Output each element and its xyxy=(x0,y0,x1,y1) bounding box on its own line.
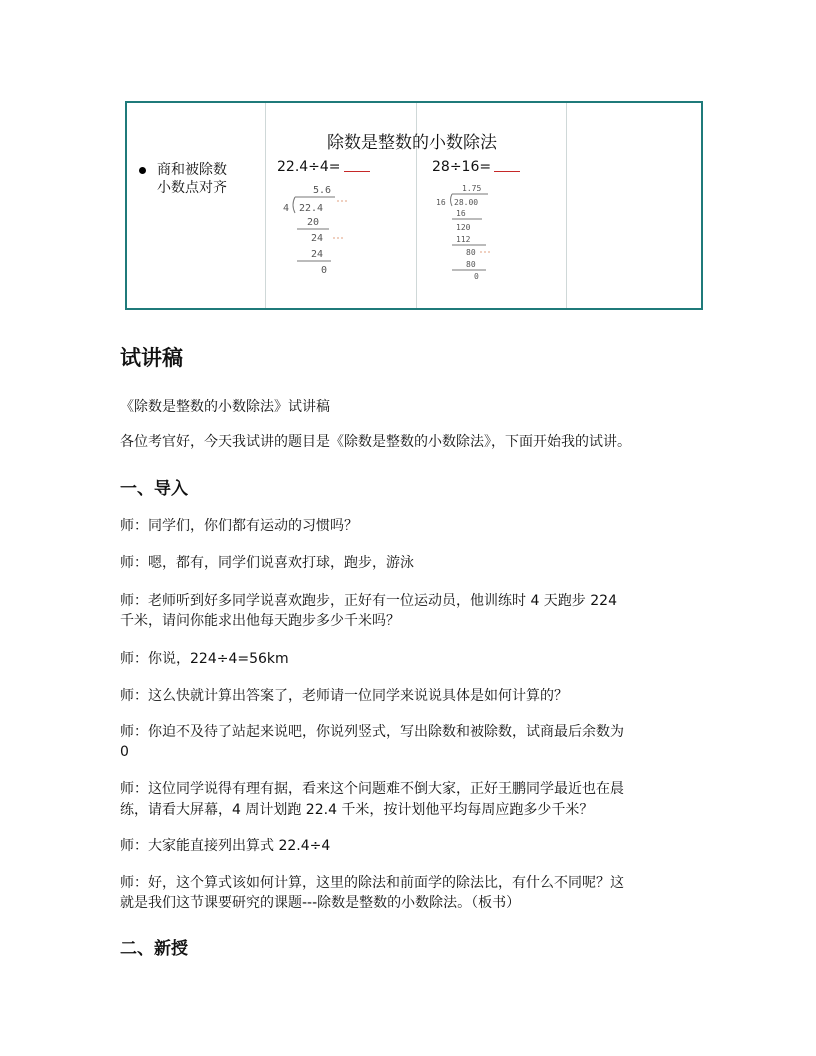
long-division-1 xyxy=(277,181,357,279)
step-row: 80 xyxy=(466,260,476,269)
step-row: 120 xyxy=(456,223,471,232)
divisor: 16 xyxy=(436,198,446,207)
expression-2-text: 28÷16= xyxy=(432,159,492,175)
section-heading-2: 二、新授 xyxy=(120,939,188,959)
paragraph: 师：你说，224÷4=56km xyxy=(120,651,289,667)
subtitle: 《除数是整数的小数除法》试讲稿 xyxy=(120,399,330,415)
paragraph: 师：好，这个算式该如何计算，这里的除法和前面学的除法比，有什么不同呢？这 xyxy=(120,875,624,891)
paragraph: 师：大家能直接列出算式 22.4÷4 xyxy=(120,838,331,854)
step-row: 0 xyxy=(474,272,479,281)
answer-blank xyxy=(344,171,370,172)
divisor: 4 xyxy=(283,203,290,214)
step-row: 24 xyxy=(311,249,324,260)
board-title: 除数是整数的小数除法 xyxy=(327,133,497,153)
paragraph: 师：嗯，都有，同学们说喜欢打球，跑步，游泳 xyxy=(120,555,414,571)
bullet-line-2: 小数点对齐 xyxy=(157,180,227,196)
step-row: 80 xyxy=(466,248,476,257)
step-row: 24 xyxy=(311,233,324,244)
expression-1-text: 22.4÷4= xyxy=(277,159,341,175)
expression-2 xyxy=(432,159,520,175)
section-heading-1: 一、导入 xyxy=(120,479,188,499)
long-division-2 xyxy=(432,183,512,281)
step-row: 16 xyxy=(456,209,466,218)
paragraph: 师：你迫不及待了站起来说吧，你说列竖式，写出除数和被除数，试商最后余数为 xyxy=(120,724,624,740)
paragraph: 师：老师听到好多同学说喜欢跑步，正好有一位运动员，他训练时 4 天跑步 224 xyxy=(120,593,617,609)
paragraph: 练，请看大屏幕，4 周计划跑 22.4 千米，按计划他平均每周应跑多少千米？ xyxy=(120,802,594,818)
paragraph: 千米，请问你能求出他每天跑步多少千米吗？ xyxy=(120,613,400,629)
answer-blank xyxy=(494,171,520,172)
paragraph: 就是我们这节课要研究的课题---除数是整数的小数除法。（板书） xyxy=(120,895,521,911)
intro-paragraph: 各位考官好，今天我试讲的题目是《除数是整数的小数除法》，下面开始我的试讲。 xyxy=(120,434,631,450)
paragraph: 师：这么快就计算出答案了，老师请一位同学来说说具体是如何计算的？ xyxy=(120,688,568,704)
quotient: 1.75 xyxy=(462,184,482,193)
step-row: 20 xyxy=(307,217,320,228)
paragraph: 0 xyxy=(120,744,129,760)
paragraph: 师：同学们，你们都有运动的习惯吗？ xyxy=(120,518,358,534)
paragraph: 师：这位同学说得有理有据，看来这个问题难不倒大家，正好王鹏同学最近也在晨 xyxy=(120,781,624,797)
column-divider xyxy=(265,103,266,308)
quotient: 5.6 xyxy=(313,185,332,196)
dividend: 28.00 xyxy=(454,198,479,207)
column-divider xyxy=(566,103,567,308)
blackboard-figure xyxy=(125,101,703,310)
dividend: 22.4 xyxy=(299,203,324,214)
page-heading: 试讲稿 xyxy=(120,346,183,370)
expression-1 xyxy=(277,159,370,175)
bullet-icon xyxy=(139,167,146,174)
step-row: 112 xyxy=(456,235,471,244)
bullet-line-1: 商和被除数 xyxy=(157,162,227,178)
step-row: 0 xyxy=(321,265,328,276)
